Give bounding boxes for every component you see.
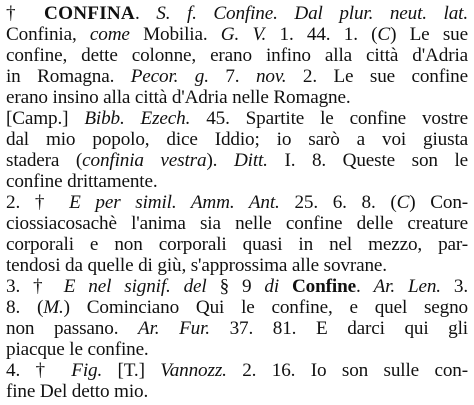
text-run: erano insino alla città d'Adria nelle Romagne. [6, 87, 351, 108]
text-run: I. 8. Queste son le [267, 150, 468, 171]
text-run: Pecor. g. [130, 66, 209, 87]
text-run: Bibb. Ezech. [84, 108, 191, 129]
text-run: Mobilia. [143, 24, 221, 45]
text-run: C [377, 24, 391, 45]
text-run: ) Le sue [390, 24, 468, 45]
text-run: confinia vestra [82, 150, 207, 171]
text-run: 2. 16. Io son sulle con- [226, 360, 468, 381]
text-run: 25. 6. 8. ( [279, 192, 397, 213]
text-run: 1. 44. 1. ( [266, 24, 378, 45]
text-run: ciossiacosachè l'anima sia nelle confine delle creature [6, 213, 468, 234]
text-run: fine Del detto mio. [6, 381, 149, 402]
text-run: non passano. [6, 318, 138, 339]
text-run: C [396, 192, 410, 213]
text-run: stadera ( [6, 150, 83, 171]
text-run: dal mio popolo, dice Iddio; io sarò a voi giusta [6, 129, 468, 150]
text-run: 4. † [6, 360, 72, 381]
text-run: ) Cominciano Qui le confine, e quel segno [63, 297, 468, 318]
text-run: corporali e non corporali quasi in nel mezzo, par- [6, 234, 468, 255]
text-run: E nel signif. del [63, 276, 207, 297]
text-run: [T.] [102, 360, 161, 381]
text-run: confine drittamente. [6, 171, 158, 192]
text-run: Vannozz. [160, 360, 227, 381]
text-run: . [134, 3, 157, 24]
text-run: S. f. Confine. Dal plur. neut. lat. [156, 3, 468, 24]
text-run: Confinia, [6, 24, 90, 45]
text-run: 3. † [6, 276, 64, 297]
headword: CONFINA [44, 3, 135, 24]
text-run: § 9 [206, 276, 265, 297]
text-run: 2. Le sue confine [286, 66, 468, 87]
text-run: M. [43, 297, 64, 318]
text-run: ). [206, 150, 234, 171]
text-run: 37. 81. E darci qui gli [209, 318, 468, 339]
text-run: confine, dette colonne, erano infino alla città d'Adria [6, 45, 468, 66]
text-run: 7. [208, 66, 256, 87]
text-run: nov. [255, 66, 287, 87]
text-run: 3. [440, 276, 468, 297]
text-run: Ar. Fur. [138, 318, 210, 339]
text-run: † [6, 3, 45, 24]
text-run: tendosi da quelle di giù, s'approssima alle sovrane. [6, 255, 387, 276]
text-run: 8. ( [6, 297, 44, 318]
text-run: Confine [279, 276, 356, 297]
text-run: ) Con- [409, 192, 468, 213]
text-run: in Romagna. [6, 66, 131, 87]
text-run: Ditt. [233, 150, 268, 171]
text-run: Ar. Len. [373, 276, 441, 297]
text-run: 2. † [6, 192, 70, 213]
text-run: di [264, 276, 280, 297]
text-run: 45. Spartite le confine vostre [190, 108, 468, 129]
text-run: Fig. [71, 360, 103, 381]
entry-line [6, 380, 468, 404]
text-run: come [89, 24, 144, 45]
text-run: E per simil. Amm. Ant. [69, 192, 280, 213]
text-run: piacque le confine. [6, 339, 149, 360]
text-run: . [355, 276, 374, 297]
text-run: [Camp.] [6, 108, 85, 129]
text-run: G. V. [220, 24, 267, 45]
